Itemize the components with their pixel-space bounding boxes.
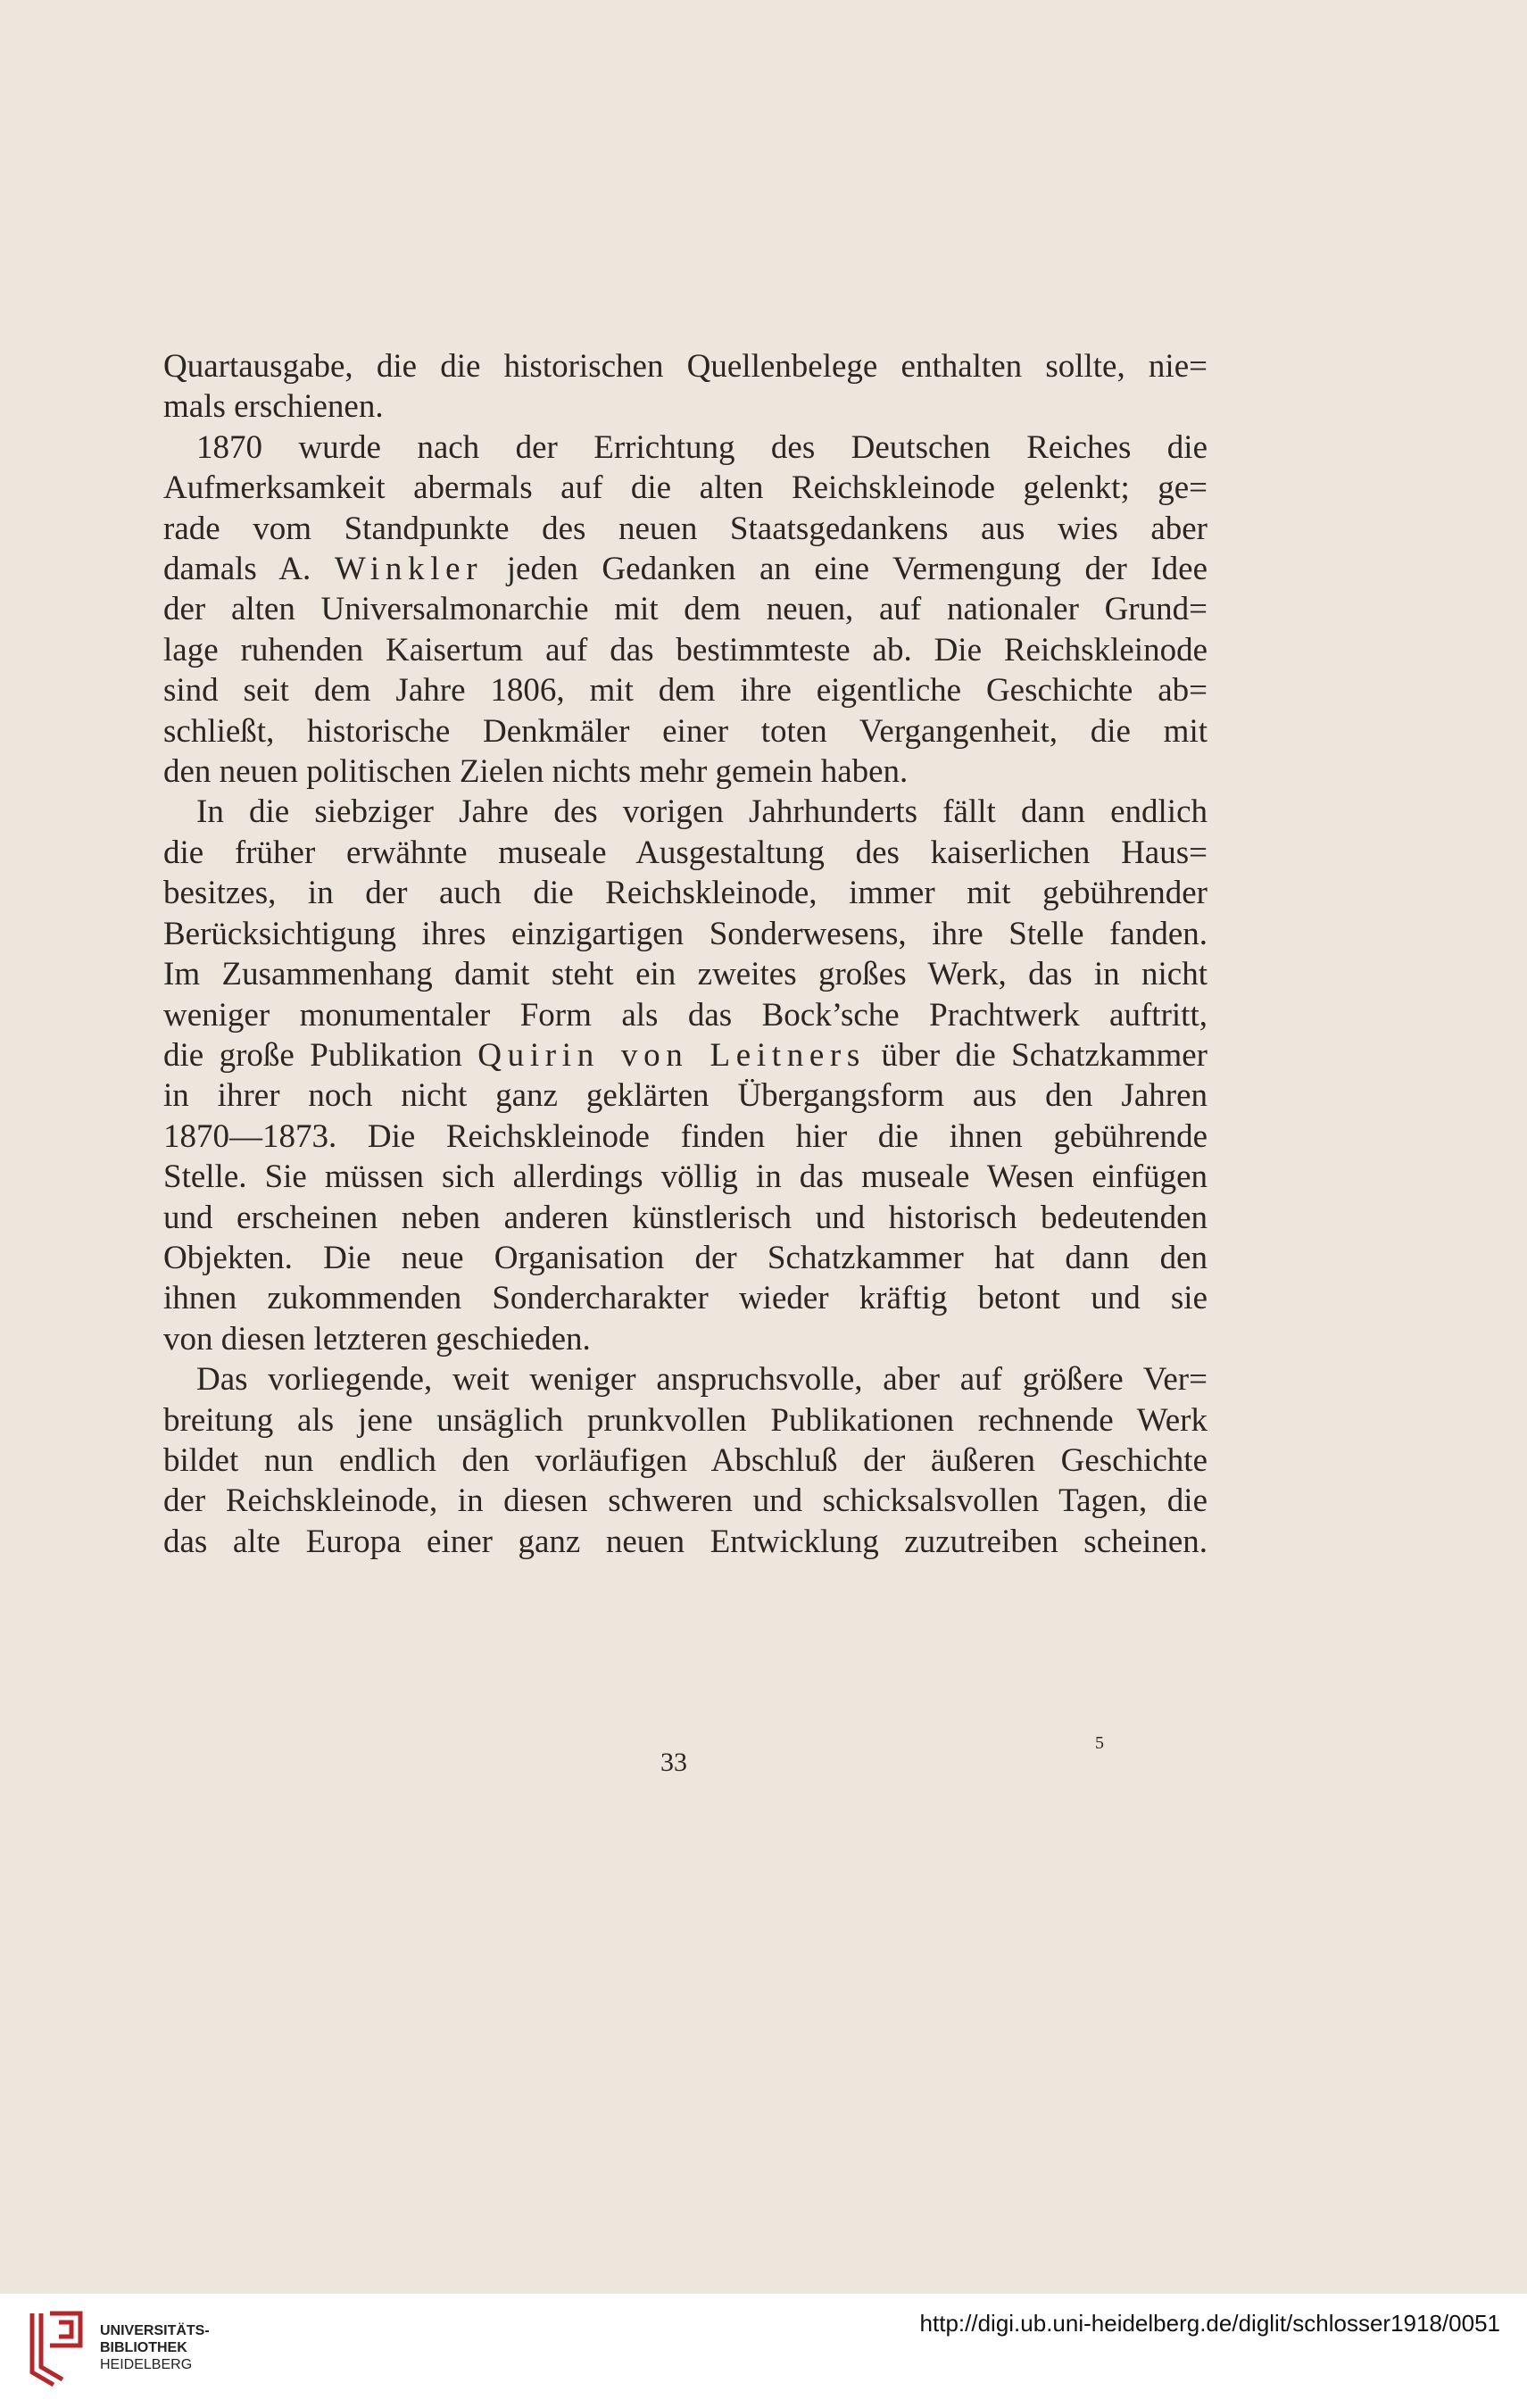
page-number: 33 xyxy=(660,1748,687,1777)
text-line: und erscheinen neben anderen künstlerisch und historisch bedeutenden xyxy=(163,1199,1207,1236)
text-line: Berücksichtigung ihres einzigartigen Sonderwesens, ihre Stelle fanden. xyxy=(163,915,1207,952)
text-line: Das vorliegende, weit weniger anspruchsvolle, aber auf größere Ver= xyxy=(196,1361,1207,1399)
spaced-name: Winkler xyxy=(334,551,484,588)
text-line: besitzes, in der auch die Reichskleinode, immer mit gebührender xyxy=(163,875,1207,912)
text-line: Aufmerksamkeit abermals auf die alten Reichskleinode gelenkt; ge= xyxy=(163,469,1207,507)
text-line: den neuen politischen Zielen nichts mehr gemein haben. xyxy=(163,753,909,791)
text-line: von diesen letzteren geschieden. xyxy=(163,1320,591,1358)
library-name xyxy=(100,2322,210,2373)
text-line: Stelle. Sie müssen sich allerdings völlig in das museale Wesen einfügen xyxy=(163,1158,1207,1196)
text-line: die große Publikation Quirin von Leitners über die Schatzkammer xyxy=(163,1036,1207,1074)
body-text xyxy=(163,346,1207,1562)
text-line: Quartausgabe, die die historischen Quellenbelege enthalten sollte, nie= xyxy=(163,348,1207,385)
text-line: In die siebziger Jahre des vorigen Jahrhunderts fällt dann endlich xyxy=(196,793,1207,831)
text-line: bildet nun endlich den vorläufigen Abschluß der äußeren Geschichte xyxy=(163,1441,1207,1479)
text-line: rade vom Standpunkte des neuen Staatsgedankens aus wies aber xyxy=(163,510,1207,547)
footer-bar xyxy=(0,2294,1527,2408)
library-line-1: UNIVERSITÄTS- xyxy=(100,2323,210,2338)
signature-mark: 5 xyxy=(1095,1733,1104,1753)
library-logo-icon[interactable] xyxy=(27,2310,91,2388)
text-line: mals erschienen. xyxy=(163,388,384,426)
text-line: weniger monumentaler Form als das Bock’sche Prachtwerk auftritt, xyxy=(163,996,1207,1034)
text-line: die früher erwähnte museale Ausgestaltung des kaiserlichen Haus= xyxy=(163,834,1207,871)
library-line-2: BIBLIOTHEK xyxy=(100,2340,187,2355)
text-line: 1870 wurde nach der Errichtung des Deutschen Reiches die xyxy=(196,428,1207,466)
text-line: lage ruhenden Kaisertum auf das bestimmteste ab. Die Reichskleinode xyxy=(163,631,1207,668)
text-line: sind seit dem Jahre 1806, mit dem ihre eigentliche Geschichte ab= xyxy=(163,672,1207,710)
text-line: in ihrer noch nicht ganz geklärten Übergangsform aus den Jahren xyxy=(163,1077,1207,1115)
spaced-name: Quirin von Leitners xyxy=(477,1036,866,1074)
text-line: das alte Europa einer ganz neuen Entwicklung zuzutreiben scheinen. xyxy=(163,1523,1207,1560)
library-line-3: HEIDELBERG xyxy=(100,2357,193,2372)
text-line: damals A. Winkler jeden Gedanken an eine Vermengung der Idee xyxy=(163,551,1207,588)
text-line: breitung als jene unsäglich prunkvollen Publikationen rechnende Werk xyxy=(163,1401,1207,1439)
text-line: ihnen zukommenden Sondercharakter wieder kräftig betont und sie xyxy=(163,1280,1207,1317)
text-line: schließt, historische Denkmäler einer toten Vergangenheit, die mit xyxy=(163,712,1207,750)
text-line: der Reichskleinode, in diesen schweren und schicksalsvollen Tagen, die xyxy=(163,1482,1207,1520)
source-url-link[interactable]: http://digi.ub.uni-heidelberg.de/diglit/schlosser1918/0051 xyxy=(919,2310,1500,2337)
text-line: Objekten. Die neue Organisation der Schatzkammer hat dann den xyxy=(163,1239,1207,1276)
text-line: der alten Universalmonarchie mit dem neuen, auf nationaler Grund= xyxy=(163,591,1207,628)
text-line: 1870—1873. Die Reichskleinode finden hier die ihnen gebührende xyxy=(163,1117,1207,1155)
text-line: Im Zusammenhang damit steht ein zweites großes Werk, das in nicht xyxy=(163,956,1207,993)
